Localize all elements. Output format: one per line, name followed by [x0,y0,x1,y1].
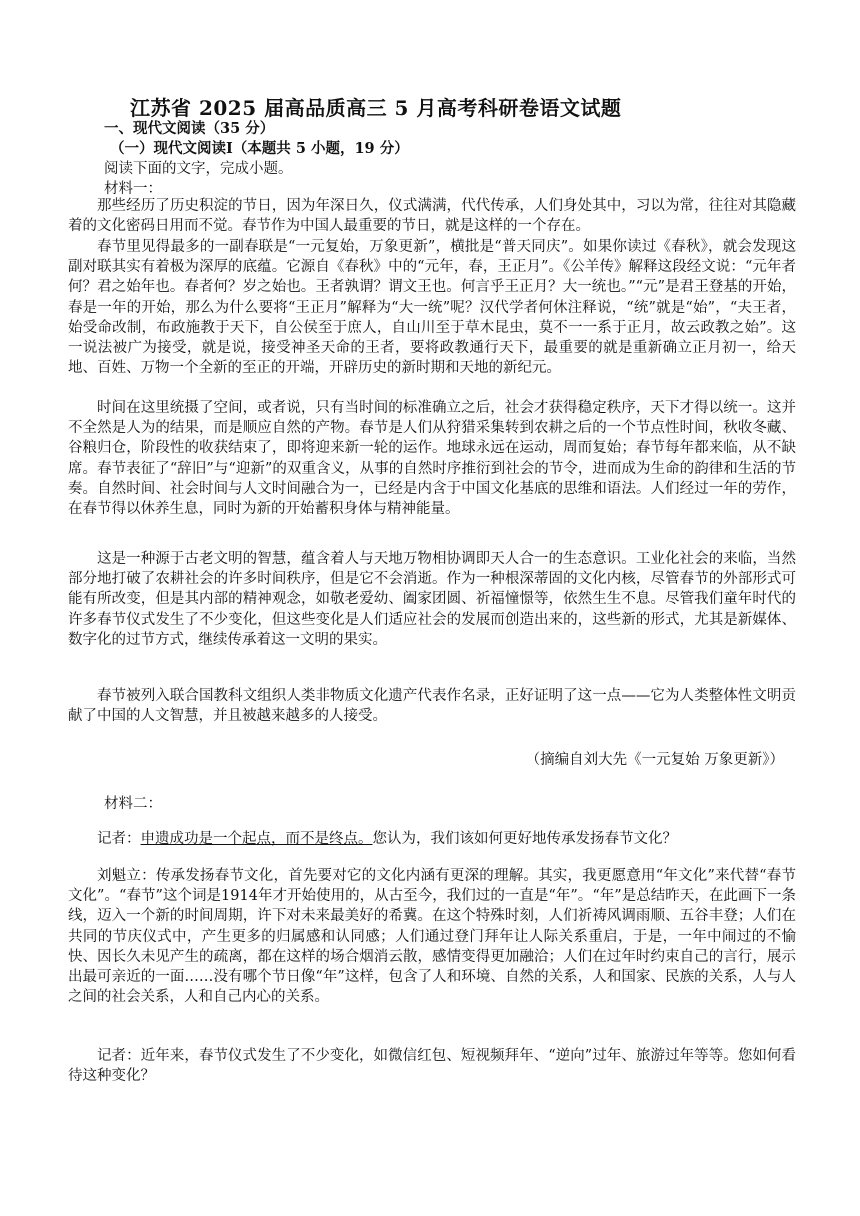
subsection-heading: （一）现代文阅读Ⅰ（本题共 5 小题，19 分） [110,140,409,157]
material1-paragraph-2: 春节里见得最多的一副春联是“一元复始，万象更新”，横批是“普天同庆”。如果你读过《春秋》，就会发现这副对联其实有着极为深厚的底蕴。它源自《春秋》中的“元年，春，王正月”。《公羊传》解释这段经文说：“元年者何？君之始年也。春者何？岁之始也。王者孰谓？谓文王也。何言乎王正月？大一统也。”“元”是君王登基的开始，春是一年的开始，那么为什么要将“王正月”解释为“大一统”呢？汉代学者何休注释说，“统”就是“始”，“夫王者，始受命改制，布政施教于天下，自公侯至于庶人，自山川至于草木昆虫，莫不一一系于正月，故云政教之始”。这一说法被广为接受，就是说，接受神圣天命的王者，要将政教通行天下，最重要的就是重新确立正月初一，给天地、百姓、万物一个全新的至正的开端，开辟历史的新时期和天地的新纪元。 [68,239,796,377]
material1-paragraph-3: 时间在这里统摄了空间，或者说，只有当时间的标准确立之后，社会才获得稳定秩序，天下才得以统一。这并不全然是人为的结果，而是顺应自然的产物。春节是人们从狩猎采集转到农耕之后的一个节点性时间，秋收冬藏、谷粮归仓，阶段性的收获结束了，即将迎来新一轮的运作。地球永远在运动，周而复始；春节每年都来临，从不缺席。春节表征了“辞旧”与“迎新”的双重含义，从事的自然时序推衍到社会的节令，进而成为生命的韵律和生活的节奏。自然时间、社会时间与人文时间融合为一，已经是内含于中国文化基底的思维和语法。人们经过一年的劳作，在春节得以休养生息，同时为新的开始蓄积身体与精神能量。 [68,400,796,518]
question-speaker: 记者： [97,831,141,847]
interview-answer-1: 刘魁立：传承发扬春节文化，首先要对它的文化内涵有更深的理解。其实，我更愿意用“年文化”来代替“春节文化”。“春节”这个词是1914年才开始使用的，从古至今，我们过的一直是“年”。“年”是总结昨天，在此画下一条线，迈入一个新的时间周期，许下对未来最美好的希冀。在这个特殊时刻，人们祈祷风调雨顺、五谷丰登；人们在共同的节庆仪式中，产生更多的归属感和认同感；人们通过登门拜年让人际关系重启，于是，一年中闹过的不愉快、因长久未见产生的疏离，都在这样的场合烟消云散，感情变得更加融洽；人们在过年时约束自己的言行，展示出最可亲近的一面……没有哪个节日像“年”这样，包含了人和环境、自然的关系，人和国家、民族的关系，人与人之间的社会关系，人和自己内心的关系。 [68,868,796,1006]
material1-paragraph-4: 这是一种源于古老文明的智慧，蕴含着人与天地万物相协调即天人合一的生态意识。工业化社会的来临，当然部分地打破了农耕社会的许多时间秩序，但是它不会消逝。作为一种根深蒂固的文化内核，尽管春节的外部形式可能有所改变，但是其内部的精神观念，如敬老爱幼、阖家团圆、祈福憧憬等，依然生生不息。尽管我们童年时代的许多春节仪式发生了不少变化，但这些变化是人们适应社会的发展而创造出来的，这些新的形式，尤其是新媒体、数字化的过节方式，继续传承着这一文明的果实。 [68,551,796,648]
interview-question-2: 记者：近年来，春节仪式发生了不少变化，如微信红包、短视频拜年、“逆向”过年、旅游过年等等。您如何看待这种变化？ [68,1048,796,1085]
material2-label: 材料二： [104,796,162,812]
exam-title: 江苏省 2025 届高品质高三 5 月高考科研卷语文试题 [130,96,622,120]
material1-source: （摘编自刘大先《一元复始 万象更新》） [525,752,784,768]
material1-paragraph-1: 那些经历了历史积淀的节日，因为年深日久，仪式满满，代代传承，人们身处其中，习以为常，往往对其隐藏着的文化密码日用而不觉。春节作为中国人最重要的节日，就是这样的一个存在。 [68,198,796,235]
material1-label: 材料一： [104,181,162,197]
section-heading: 一、现代文阅读（35 分） [104,120,275,137]
question-text: 您认为，我们该如何更好地传承发扬春节文化？ [372,831,677,847]
instruction-text: 阅读下面的文字，完成小题。 [104,161,293,177]
interview-question-1 [68,829,796,849]
underlined-phrase: 申遗成功是一个起点，而不是终点。 [140,831,373,847]
material1-paragraph-5: 春节被列入联合国教科文组织人类非物质文化遗产代表作名录，正好证明了这一点——它为人类整体性文明贡献了中国的人文智慧，并且被越来越多的人接受。 [68,688,796,725]
